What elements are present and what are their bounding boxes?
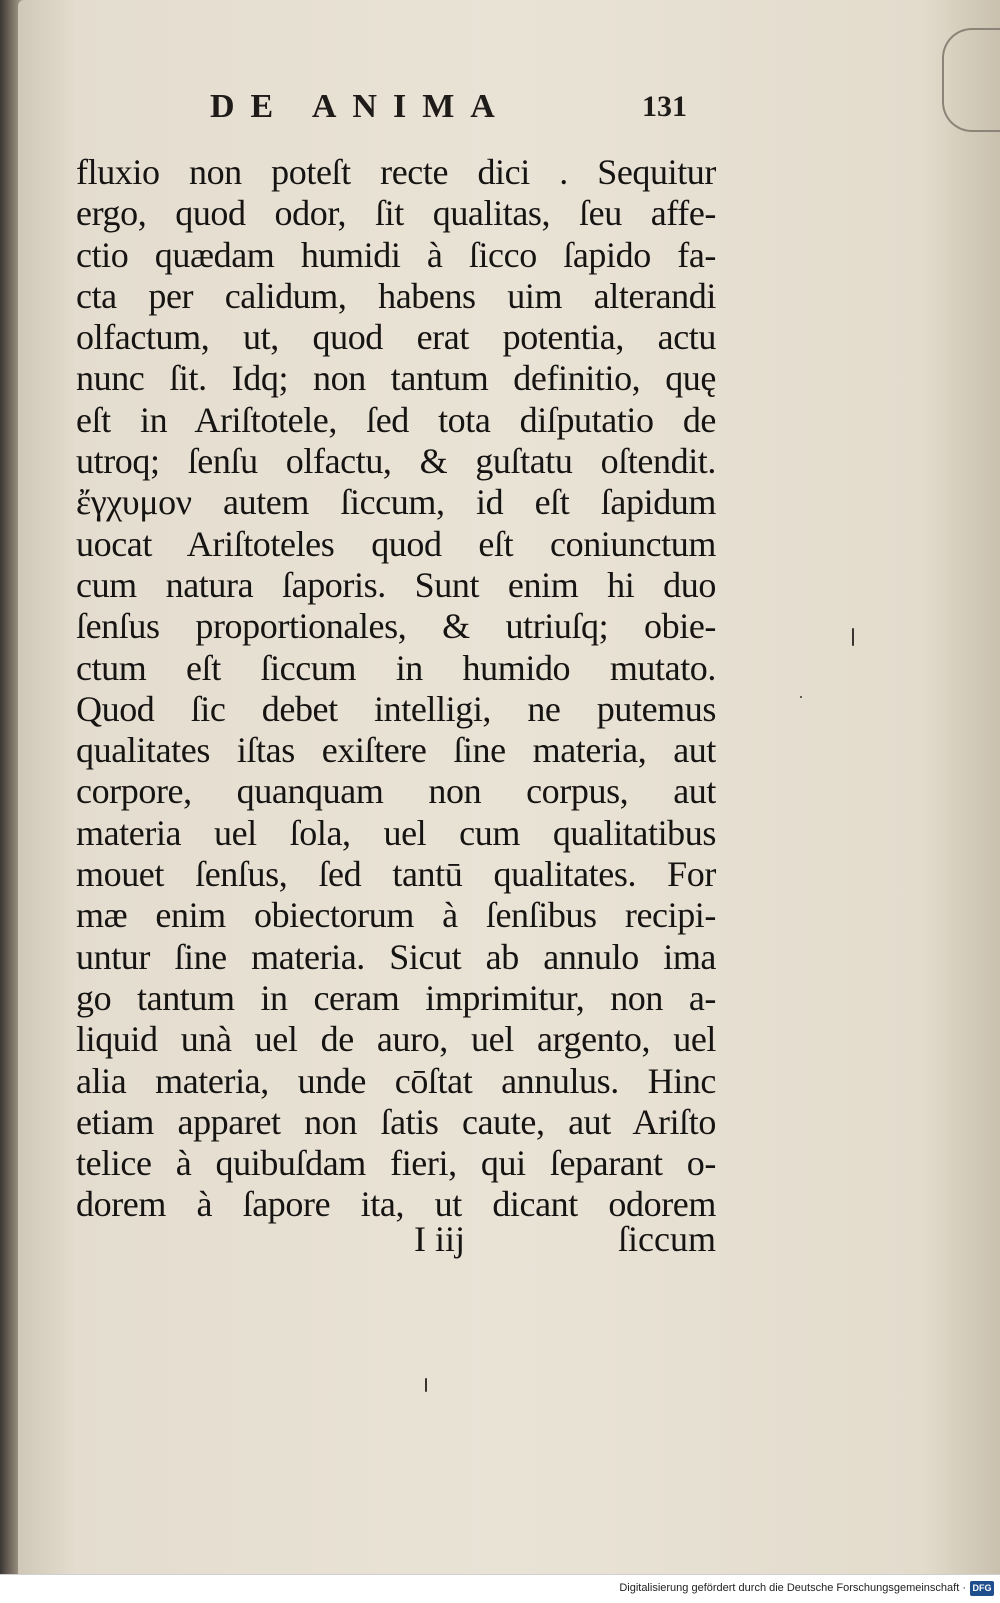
text-line: cum natura ſaporis. Sunt enim hi duo <box>76 564 716 605</box>
text-line: uocat Ariſtoteles quod eſt coniunctum <box>76 523 716 564</box>
text-line: utroq; ſenſu olfactu, & guſtatu oſtendit. <box>76 441 716 482</box>
text-line: dorem à ſapore ita, ut dicant odorem <box>76 1184 716 1225</box>
text-line: Quod ſic debet intelligi, ne putemus <box>76 688 716 729</box>
paper-speck <box>852 628 854 646</box>
text-line: nunc ſit. Idq; non tantum definitio, quę <box>76 358 716 399</box>
page-clip-outline <box>942 28 1000 132</box>
text-line: ctio quædam humidi à ſicco ſapido fa- <box>76 234 716 275</box>
funding-credit: Digitalisierung gefördert durch die Deutsche Forschungsgemeinschaft · <box>619 1582 966 1594</box>
text-line: materia uel ſola, uel cum qualitatibus <box>76 812 716 853</box>
text-line: eſt in Ariſtotele, ſed tota diſputatio de <box>76 399 716 440</box>
text-line: untur ſine materia. Sicut ab annulo ima <box>76 936 716 977</box>
text-line: telice à quibuſdam fieri, qui ſeparant o- <box>76 1143 716 1184</box>
dfg-logo: DFG <box>970 1581 994 1596</box>
page-header <box>210 88 730 138</box>
text-line: fluxio non poteſt recte dici . Sequitur <box>76 152 716 192</box>
text-line: ſenſus proportionales, & utriuſq; obie- <box>76 606 716 647</box>
text-line: go tantum in ceram imprimitur, non a- <box>76 977 716 1018</box>
text-line: qualitates iſtas exiſtere ſine materia, aut <box>76 730 716 771</box>
text-line: mouet ſenſus, ſed tantū qualitates. For <box>76 854 716 895</box>
text-line: corpore, quanquam non corpus, aut <box>76 771 716 812</box>
signature-mark: I iij <box>414 1219 465 1259</box>
text-line: alia materia, unde cōſtat annulus. Hinc <box>76 1060 716 1101</box>
text-line: ergo, quod odor, ſit qualitas, ſeu affe- <box>76 193 716 234</box>
text-line: ἔγχυμον autem ſiccum, id eſt ſapidum <box>76 482 716 523</box>
footer-bar <box>0 1574 1000 1603</box>
text-line: liquid unà uel de auro, uel argento, uel <box>76 1019 716 1060</box>
running-title: DE ANIMA <box>210 88 511 125</box>
text-line: mæ enim obiectorum à ſenſibus recipi- <box>76 895 716 936</box>
paper-speck <box>800 696 802 698</box>
paper-speck <box>425 1378 427 1392</box>
page-number: 131 <box>642 90 687 123</box>
page-foot <box>76 1218 716 1262</box>
catchword: ſiccum <box>618 1219 716 1259</box>
text-line: ctum eſt ſiccum in humido mutato. <box>76 647 716 688</box>
text-block <box>76 152 716 1226</box>
text-line: olfactum, ut, quod erat potentia, actu <box>76 317 716 358</box>
text-line: cta per calidum, habens uim alterandi <box>76 275 716 316</box>
text-line: etiam apparet non ſatis caute, aut Ariſto <box>76 1101 716 1142</box>
